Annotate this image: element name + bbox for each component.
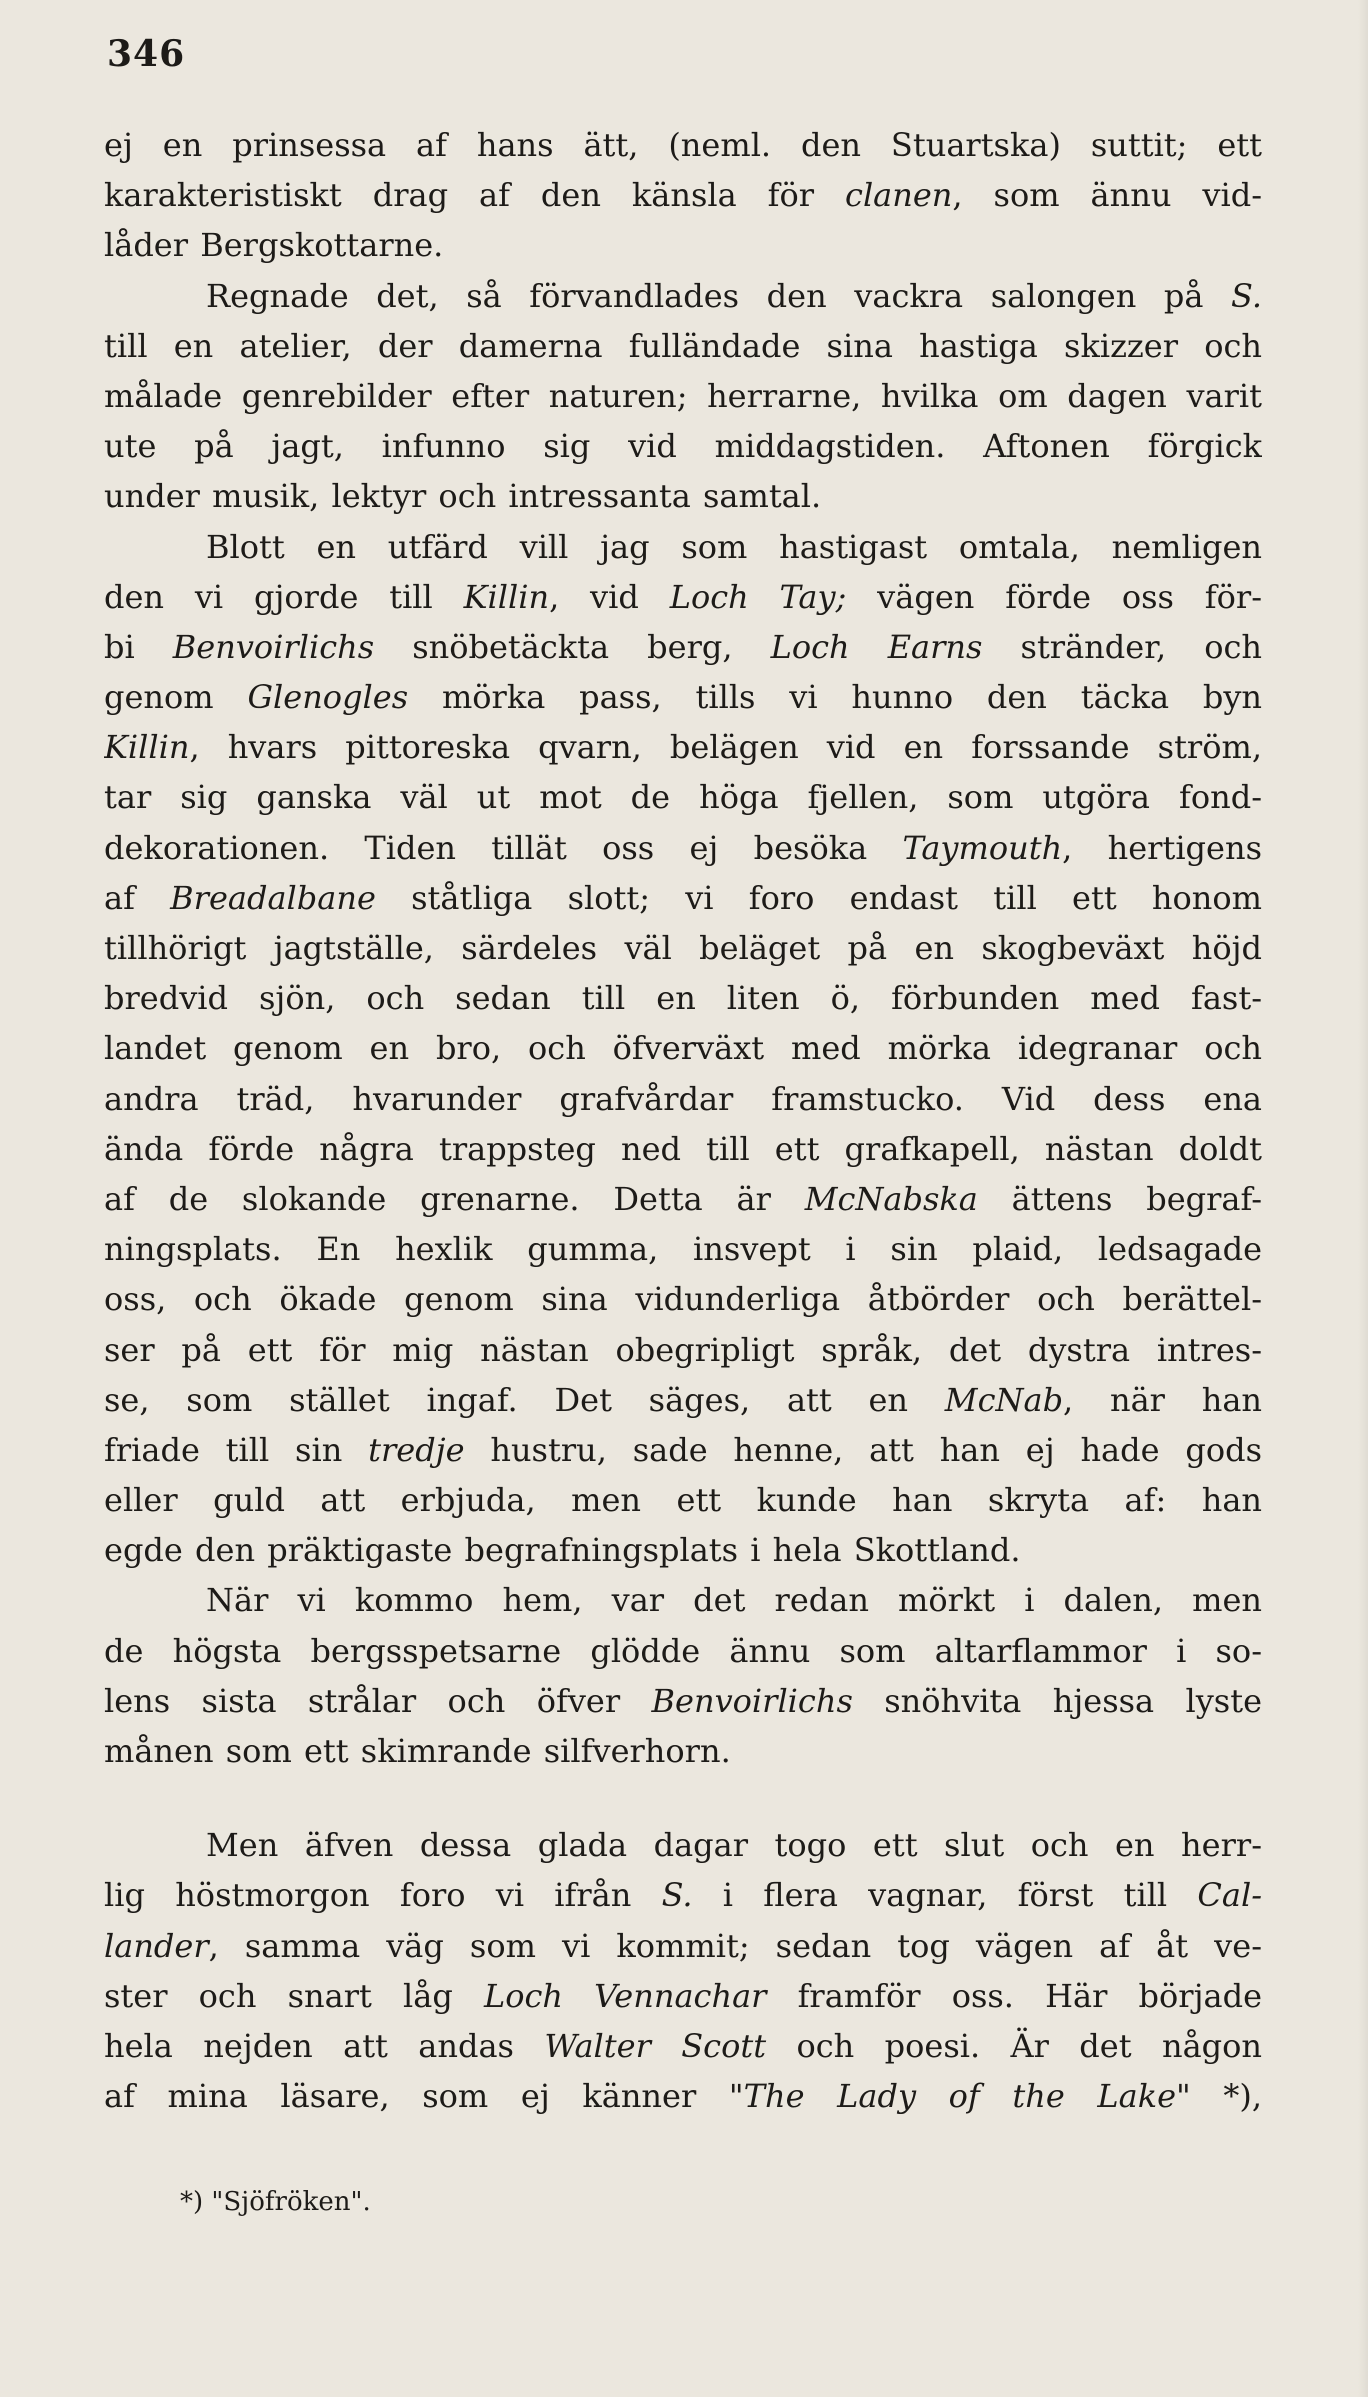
text-run: ute på jagt, infunno sig vid middagstiden. Aftonen förgick [104,427,1262,466]
text-line [104,672,1262,722]
italic-word: S. [661,1876,693,1915]
italic-word: Benvoirlichs [172,627,375,666]
text-line [104,1525,1262,1575]
text-run: hustru, sade henne, att han ej hade gods [464,1430,1262,1469]
text-line [104,220,1262,270]
text-line [104,1921,1262,1971]
text-line [104,421,1262,471]
text-run: landet genom en bro, och öfverväxt med mörka idegranar och [104,1029,1262,1068]
text-run: " *), [1176,2077,1262,2116]
text-run: , när han [1063,1380,1262,1419]
text-run: och poesi. Är det någon [766,2026,1262,2065]
text-run: se, som stället ingaf. Det säges, att en [104,1380,945,1419]
text-run: ej en prinsessa af hans ätt, (neml. den Stuartska) suttit; ett [104,126,1262,164]
text-line [104,1274,1262,1324]
text-run: af mina läsare, som ej känner " [104,2077,744,2116]
italic-word: Loch Vennachar [483,1976,767,2015]
text-line [104,170,1262,220]
text-run: andra träd, hvarunder grafvårdar framstucko. Vid dess ena [104,1079,1262,1118]
text-line [104,522,1262,572]
italic-word: Loch Earns [770,627,983,666]
text-run: ståtliga slott; vi foro endast till ett honom [375,878,1262,917]
text-run: tillhörigt jagtställe, särdeles väl beläget på en skogbeväxt höjd [104,929,1262,967]
text-run: af [104,878,171,917]
text-run: målade genrebilder efter naturen; herrarne, hvilka om dagen varit [104,376,1262,415]
text-line [104,1124,1262,1174]
text-line [104,1074,1262,1124]
text-line [104,1820,1262,1870]
italic-word: Benvoirlichs [651,1681,853,1720]
text-run: bredvid sjön, och sedan till en liten ö, förbunden med fast- [104,979,1262,1018]
italic-word: Cal- [1197,1876,1262,1915]
text-line [104,2021,1262,2071]
text-run: i flera vagnar, först till [692,1876,1198,1915]
text-run: När vi kommo hem, var det redan mörkt i dalen, men [206,1581,1262,1620]
page-edge-shadow [1358,0,1368,2397]
text-run: månen som ett skimrande silfverhorn. [104,1732,731,1770]
text-run: mörka pass, tills vi hunno den täcka byn [408,678,1262,717]
text-line [104,120,1262,170]
italic-word: S. [1231,276,1262,315]
text-line [104,1971,1262,2021]
text-run: hela nejden att andas [104,2026,545,2065]
text-run: Regnade det, så förvandlades den vackra salongen på [206,276,1232,315]
text-run: egde den präktigaste begrafningsplats i hela Skottland. [104,1531,1021,1570]
text-line [104,823,1262,873]
italic-word: Killin [104,728,190,767]
text-line [104,1726,1262,1776]
text-line [104,271,1262,321]
text-run: till en atelier, der damerna fulländade sina hastiga skizzer och [104,326,1262,365]
italic-word: Glenogles [247,678,409,717]
text-line [104,471,1262,521]
text-run: ster och snart låg [104,1976,484,2015]
text-line [104,873,1262,923]
text-run: snöbetäckta berg, [374,627,771,666]
text-run: friade till sin [104,1430,369,1469]
text-run: , samma väg som vi kommit; sedan tog vägen af åt ve- [208,1926,1262,1965]
text-run: snöhvita hjessa lyste [852,1681,1262,1720]
text-run: lig höstmorgon foro vi ifrån [104,1876,662,1915]
text-line [104,1676,1262,1726]
text-run: , hvars pittoreska qvarn, belägen vid en forssande ström, [189,728,1262,767]
text-run: oss, och ökade genom sina vidunderliga åtbörder och berättel- [104,1280,1262,1319]
text-line [104,371,1262,421]
text-run: karakteristiskt drag af den känsla för [104,176,846,215]
text-line [104,622,1262,672]
italic-word: lander [104,1926,209,1965]
text-run: , vid [549,577,670,616]
text-run: vägen förde oss för- [846,577,1262,616]
text-line [104,1375,1262,1425]
italic-word: McNabska [804,1179,978,1218]
text-run: bi [104,627,173,666]
page-number: 346 [107,33,186,75]
italic-word: McNab [944,1380,1064,1419]
italic-word: clanen [845,176,953,215]
text-run: de högsta bergsspetsarne glödde ännu som altarflammor i so- [104,1631,1262,1670]
text-line [104,1626,1262,1676]
text-run: af de slokande grenarne. Detta är [104,1179,805,1218]
text-run: , som ännu vid- [952,176,1262,215]
text-line [104,2071,1262,2121]
italic-word: Killin [463,577,550,616]
text-run: stränder, och [982,627,1262,666]
italic-word: Taymouth [902,828,1063,867]
text-line [104,923,1262,973]
italic-word: Breadalbane [170,878,376,917]
italic-word: Loch Tay; [669,577,847,616]
text-line [104,722,1262,772]
italic-word: tredje [368,1430,465,1469]
text-line [104,572,1262,622]
text-run: Men äfven dessa glada dagar togo ett slut och en herr- [206,1826,1262,1865]
text-line [104,321,1262,371]
italic-word: Walter Scott [544,2026,767,2065]
text-run: ända förde några trappsteg ned till ett grafkapell, nästan doldt [104,1129,1262,1168]
italic-title: The Lady of the Lake [743,2077,1177,2116]
text-line [104,772,1262,822]
body-text [104,120,1262,2121]
paragraph-gap [104,1776,1262,1820]
text-line [104,1870,1262,1920]
text-line [104,1174,1262,1224]
text-run: dekorationen. Tiden tillät oss ej besöka [104,828,903,867]
text-line [104,1023,1262,1073]
text-run: låder Bergskottarne. [104,226,444,265]
text-run: eller guld att erbjuda, men ett kunde han skryta af: han [104,1481,1262,1520]
text-line [104,1475,1262,1525]
text-run: under musik, lektyr och intressanta samtal. [104,477,822,516]
text-run: Blott en utfärd vill jag som hastigast omtala, nemligen [206,527,1262,566]
text-run: lens sista strålar och öfver [104,1681,652,1720]
text-line [104,1575,1262,1625]
footnote: *) "Sjöfröken". [180,2187,371,2217]
text-run: den vi gjorde till [104,577,464,616]
text-run: ättens begraf- [977,1179,1262,1218]
text-line [104,1325,1262,1375]
text-run: , hertigens [1062,828,1262,867]
text-run: tar sig ganska väl ut mot de höga fjellen, som utgöra fond- [104,778,1262,817]
text-line [104,1425,1262,1475]
text-line [104,973,1262,1023]
text-line [104,1224,1262,1274]
text-run: framför oss. Här började [766,1976,1262,2015]
text-run: genom [104,678,248,717]
text-run: ser på ett för mig nästan obegripligt språk, det dystra intres- [104,1330,1262,1369]
text-run: ningsplats. En hexlik gumma, insvept i sin plaid, ledsagade [104,1230,1262,1269]
